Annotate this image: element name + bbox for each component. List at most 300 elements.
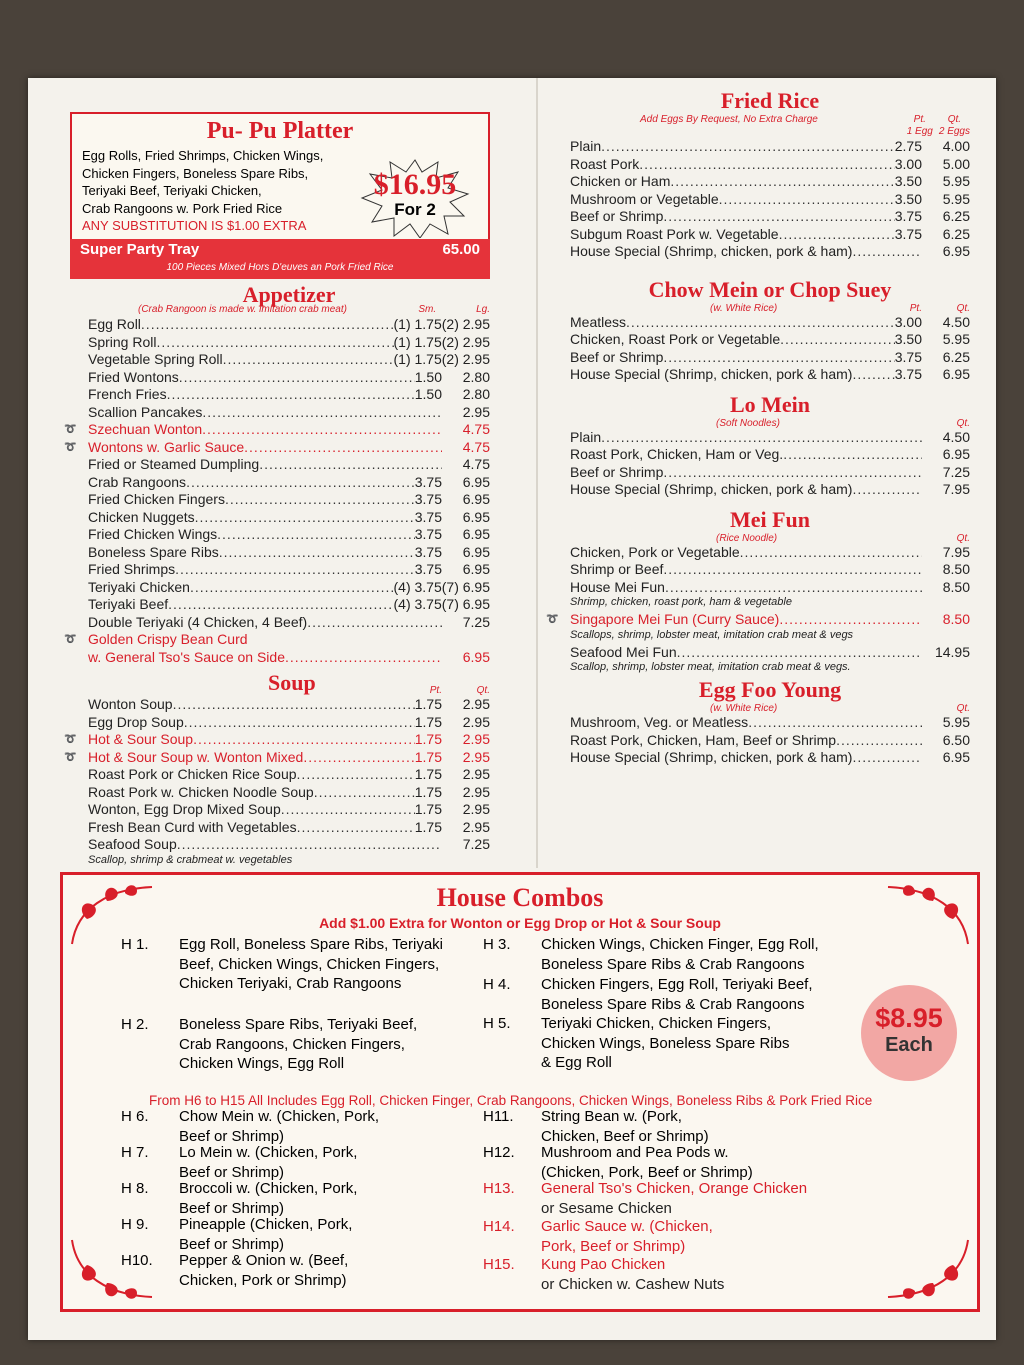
item-name: Egg Roll	[88, 316, 141, 332]
combo-h10	[121, 1251, 381, 1290]
combo-text: General Tso's Chicken, Orange Chicken	[541, 1180, 808, 1197]
party-label: Super Party Tray	[80, 241, 200, 258]
combo-text: Garlic Sauce w. (Chicken, Pork, Beef or Shrimp)	[541, 1218, 713, 1255]
item-price: 4.75	[462, 456, 490, 472]
menu-row	[64, 438, 490, 457]
item-price-small: 1.75	[414, 748, 442, 765]
party-sub: 100 Pieces Mixed Hors D'euves an Pork Fried Rice	[166, 262, 394, 273]
item-price-small: 1.75	[414, 818, 442, 835]
col-lg: Lg.	[476, 304, 490, 315]
egg-foo-young-list	[570, 714, 970, 767]
menu-row	[88, 369, 490, 387]
menu-row	[570, 732, 970, 750]
item-name: Fresh Bean Curd with Vegetables	[88, 818, 297, 835]
mei-fun-note: (Rice Noodle)	[716, 532, 778, 544]
item-price-small: 1.50	[414, 368, 442, 385]
item-price: 6.95	[942, 446, 970, 462]
item-price-small: 2.75	[894, 138, 922, 154]
item-name: Subgum Roast Pork w. Vegetable	[570, 225, 779, 242]
combo-code: H 2.	[121, 1016, 149, 1033]
item-price: 4.75	[462, 438, 490, 455]
item-price: 7.25	[942, 463, 970, 480]
combo-text: Pineapple (Chicken, Pork, Beef or Shrimp)	[179, 1216, 353, 1253]
combo-h5	[483, 1014, 793, 1073]
item-price: (2) 2.95	[441, 351, 490, 367]
menu-row	[570, 349, 970, 367]
menu-row	[88, 474, 490, 492]
item-price-small: 3.50	[894, 190, 922, 207]
item-price-small: (4) 3.75	[393, 578, 442, 595]
house-mei-fun-note: Shrimp, chicken, roast pork, ham & vegetable	[570, 596, 792, 608]
menu-row	[64, 731, 490, 749]
appetizer-section	[64, 282, 490, 869]
item-name: Chicken or Ham	[570, 173, 671, 189]
item-price: 4.50	[942, 313, 970, 330]
menu-row	[88, 334, 490, 352]
combo-h12	[483, 1143, 783, 1182]
item-price: 6.95	[462, 508, 490, 525]
mei-fun-title: Mei Fun	[729, 506, 811, 532]
menu-row	[570, 243, 970, 261]
item-name: Vegetable Spring Roll	[88, 351, 223, 367]
item-name: Mushroom, Veg. or Meatless	[570, 714, 749, 730]
menu-row	[88, 491, 490, 509]
house-combos-box	[60, 872, 980, 1312]
pupu-price: $16.95	[373, 168, 457, 201]
menu-row	[88, 526, 490, 544]
menu-row	[88, 696, 490, 714]
menu-row	[88, 456, 490, 474]
seafood-mei-fun-note: Scallop, shrimp, lobster meat, imitation crab meat & vegs.	[570, 661, 851, 673]
menu-row	[88, 386, 490, 404]
item-price: 4.75	[462, 421, 490, 437]
spicy-icon: ➰	[64, 441, 77, 453]
combo-code: H13.	[483, 1180, 515, 1197]
item-price: (2) 2.95	[441, 333, 490, 350]
mei-fun-list	[570, 544, 970, 597]
pupu-item: Teriyaki Beef, Teriyaki Chicken,	[82, 183, 262, 198]
col-qt-sub: 2 Eggs	[938, 126, 970, 137]
combo-text: Boneless Spare Ribs, Teriyaki Beef, Crab Rangoons, Chicken Fingers, Chicken Wings, Egg Roll	[179, 1016, 418, 1072]
combo-code: H 7.	[121, 1144, 149, 1161]
menu-row	[88, 784, 490, 802]
menu-row	[88, 819, 490, 837]
item-price: 2.95	[462, 731, 490, 747]
menu-row	[570, 561, 970, 579]
appetizer-note: (Crab Rangoon is made w. imitation crab meat)	[138, 304, 347, 315]
item-name: Golden Crispy Bean Curd	[88, 631, 248, 647]
item-name: Chicken Nuggets	[88, 508, 195, 525]
fried-rice-title: Fried Rice	[720, 88, 820, 113]
seafood-soup-note: Scallop, shrimp & crabmeat w. vegetables	[88, 853, 293, 866]
item-price: 6.95	[462, 543, 490, 560]
item-price: 6.95	[942, 749, 970, 765]
item-price-small: 3.75	[414, 526, 442, 542]
combo-code: H14.	[483, 1218, 515, 1235]
col-qt: Qt.	[956, 532, 970, 544]
item-price: 2.95	[462, 766, 490, 782]
menu-row	[570, 208, 970, 226]
item-price: 4.50	[942, 428, 970, 445]
item-price: 2.95	[462, 403, 490, 420]
combo-text: Chicken Wings, Chicken Finger, Egg Roll, Boneless Spare Ribs & Crab Rangoons	[541, 936, 819, 973]
item-name: w. General Tso's Sauce on Side	[88, 648, 285, 665]
item-name: Spring Roll	[88, 333, 157, 350]
combo-h15	[483, 1255, 743, 1294]
right-column	[546, 88, 970, 767]
combo-text: Mushroom and Pea Pods w. (Chicken, Pork, Beef or Shrimp)	[541, 1144, 753, 1181]
menu-row	[64, 748, 490, 767]
soup-list	[64, 696, 490, 854]
item-price-small: 1.75	[414, 766, 442, 782]
item-name: Plain	[570, 138, 602, 154]
col-pt: Pt.	[909, 302, 922, 314]
price-burst	[360, 158, 470, 238]
menu-row	[570, 544, 970, 562]
menu-row	[88, 714, 490, 732]
item-price-small: (1) 1.75	[393, 351, 442, 367]
menu-row	[570, 429, 970, 447]
menu-row	[570, 314, 970, 332]
item-name: Double Teriyaki (4 Chicken, 4 Beef)	[88, 613, 308, 630]
pupu-title: Pu- Pu Platter	[206, 118, 354, 144]
combos-from-line: From H6 to H15 All Includes Egg Roll, Chicken Finger, Crab Rangoons, Chicken Wings, Boneless Ribs & Pork Fried Rice	[149, 1093, 873, 1108]
item-price: 6.95	[462, 473, 490, 490]
item-price: 2.95	[462, 713, 490, 730]
item-name: Egg Drop Soup	[88, 713, 184, 730]
combo-code: H15.	[483, 1256, 515, 1273]
combo-text: Egg Roll, Boneless Spare Ribs, Teriyaki Beef, Chicken Wings, Chicken Fingers, Chicken Teriyaki, Crab Rangoons	[179, 936, 444, 992]
combo-h9	[121, 1215, 381, 1254]
menu-row	[570, 464, 970, 482]
menu-row	[88, 544, 490, 562]
item-name: House Special (Shrimp, chicken, pork & ham)	[570, 481, 853, 497]
menu-row	[88, 561, 490, 579]
item-name: Hot & Sour Soup	[88, 731, 194, 747]
menu-row	[88, 596, 490, 614]
item-price: 7.95	[942, 481, 970, 497]
col-qt: Qt.	[947, 114, 962, 125]
item-name: Roast Pork or Chicken Rice Soup	[88, 766, 297, 782]
combos-extra: Add $1.00 Extra for Wonton or Egg Drop or Hot & Sour Soup	[319, 915, 721, 931]
combo-text: Kung Pao Chicken	[541, 1256, 666, 1273]
menu-row: ➰ Golden Crispy Bean Curd	[64, 631, 248, 647]
pupu-items	[82, 147, 352, 235]
appetizer-list	[64, 316, 490, 631]
item-price-small: 1.75	[414, 801, 442, 817]
combo-text: or Chicken w. Cashew Nuts	[541, 1275, 725, 1293]
item-name: Fried Chicken Wings	[88, 526, 218, 542]
item-name: Meatless	[570, 313, 627, 330]
item-price-small: 3.75	[894, 348, 922, 365]
item-price-small: 3.75	[414, 561, 442, 577]
item-price: 6.95	[462, 491, 490, 507]
item-price: 6.95	[462, 561, 490, 577]
col-pt-sub: 1 Egg	[906, 126, 933, 137]
item-price: 6.25	[942, 208, 970, 224]
menu-row	[64, 421, 490, 439]
pupu-item: Egg Rolls, Fried Shrimps, Chicken Wings,	[82, 148, 324, 163]
item-price-small: 3.75	[414, 543, 442, 560]
combo-text: Lo Mein w. (Chicken, Pork, Beef or Shrimp)	[179, 1144, 358, 1181]
item-name: Hot & Sour Soup w. Wonton Mixed	[88, 748, 304, 765]
item-name: Fried Wontons	[88, 368, 179, 385]
item-name: Roast Pork	[570, 155, 640, 172]
pupu-for: For 2	[394, 200, 436, 219]
item-name: Seafood Mei Fun	[570, 643, 677, 660]
menu-row	[88, 649, 490, 667]
pupu-platter-box	[70, 112, 490, 246]
spicy-icon: ➰	[64, 734, 77, 745]
item-price: 6.25	[942, 225, 970, 242]
item-price: 2.95	[462, 696, 490, 712]
item-price: 6.50	[942, 731, 970, 748]
menu-row	[570, 644, 970, 662]
menu-row	[570, 156, 970, 174]
item-name: Beef or Shrimp	[570, 208, 664, 224]
menu-row	[570, 446, 970, 464]
menu-row	[88, 766, 490, 784]
menu-row	[570, 366, 970, 384]
combo-text: Broccoli w. (Chicken, Pork, Beef or Shrimp)	[179, 1180, 358, 1217]
menu-row	[570, 579, 970, 597]
item-price: (7) 6.95	[441, 596, 490, 612]
item-name: Shrimp or Beef	[570, 561, 664, 577]
menu-row	[88, 351, 490, 369]
item-price-small: (1) 1.75	[393, 316, 442, 332]
item-name: Chicken, Pork or Vegetable	[570, 543, 740, 560]
menu-row	[570, 749, 970, 767]
item-price: 6.95	[462, 648, 490, 665]
combo-h8	[121, 1179, 381, 1218]
item-price-small: 3.00	[894, 155, 922, 172]
combo-text: Chicken Fingers, Egg Roll, Teriyaki Beef, Boneless Spare Ribs & Crab Rangoons	[541, 976, 813, 1013]
menu-row	[88, 316, 490, 334]
combo-code: H 6.	[121, 1108, 149, 1125]
col-pt: Pt.	[429, 685, 442, 696]
item-price: 6.95	[942, 243, 970, 259]
egg-foo-young-title: Egg Foo Young	[698, 677, 842, 702]
item-price: 6.95	[942, 366, 970, 382]
item-name: Teriyaki Chicken	[88, 578, 190, 595]
combo-h2	[121, 1015, 451, 1074]
item-name: Szechuan Wonton	[88, 421, 203, 437]
pupu-item: Chicken Fingers, Boneless Spare Ribs,	[82, 165, 309, 181]
item-name: Chicken, Roast Pork or Vegetable	[570, 331, 781, 347]
menu-row	[88, 509, 490, 527]
item-price-small: 3.00	[894, 313, 922, 330]
combo-h11	[483, 1107, 743, 1146]
item-price: 5.95	[942, 714, 970, 730]
item-name: Wontons w. Garlic Sauce	[88, 438, 245, 455]
super-party-tray	[70, 239, 490, 279]
flourish-icon	[883, 1235, 973, 1305]
menu-row	[88, 836, 490, 854]
item-price-small: 3.75	[414, 491, 442, 507]
flourish-icon	[883, 879, 973, 949]
item-price: 2.95	[462, 801, 490, 817]
combo-code: H11.	[483, 1108, 514, 1125]
item-price: 2.80	[462, 386, 490, 402]
combos-title: House Combos	[436, 883, 604, 912]
item-name: Beef or Shrimp	[570, 348, 664, 365]
combo-code: H10.	[121, 1252, 153, 1269]
item-name: House Mei Fun	[570, 578, 665, 595]
combo-h14	[483, 1217, 743, 1256]
item-price: 2.95	[462, 748, 490, 765]
party-price: 65.00	[442, 241, 480, 258]
item-price-small: 1.75	[414, 783, 442, 800]
item-name: Wonton, Egg Drop Mixed Soup	[88, 801, 281, 817]
item-name: House Special (Shrimp, chicken, pork & ham)	[570, 243, 853, 259]
egg-foo-young-note: (w. White Rice)	[710, 703, 778, 714]
combo-h13	[483, 1179, 843, 1218]
item-name: Fried Shrimps	[88, 561, 176, 577]
item-price-small: 3.75	[894, 208, 922, 224]
item-name: House Special (Shrimp, chicken, pork & ham)	[570, 749, 853, 765]
menu-row	[570, 481, 970, 499]
item-price: 7.25	[462, 836, 490, 852]
item-name: House Special (Shrimp, chicken, pork & ham)	[570, 366, 853, 382]
item-name: Roast Pork, Chicken, Ham or Veg.	[570, 446, 784, 462]
item-price: 8.50	[942, 611, 970, 627]
combo-h6	[121, 1107, 381, 1146]
combo-h3	[483, 935, 823, 974]
item-name: Scallion Pancakes	[88, 403, 203, 420]
spicy-icon: ➰	[64, 424, 77, 435]
combo-text: or Sesame Chicken	[541, 1199, 672, 1217]
menu-row	[88, 614, 490, 632]
badge-each: Each	[885, 1034, 933, 1056]
item-price-small: (4) 3.75	[393, 596, 442, 612]
item-price: 8.50	[942, 561, 970, 577]
col-qt: Qt.	[476, 685, 490, 696]
item-price: 7.25	[462, 613, 490, 630]
item-price: 5.95	[942, 173, 970, 189]
combo-text: Chow Mein w. (Chicken, Pork, Beef or Shrimp)	[179, 1108, 380, 1145]
item-name: Seafood Soup	[88, 836, 177, 852]
menu-row	[570, 714, 970, 732]
item-price-small: 1.75	[414, 731, 442, 747]
item-price-small: 1.50	[414, 386, 442, 402]
item-price: 5.00	[942, 155, 970, 172]
menu-row	[570, 191, 970, 209]
menu-row	[570, 138, 970, 156]
chow-mein-title: Chow Mein or Chop Suey	[648, 276, 892, 302]
item-name: Fried or Steamed Dumpling	[88, 456, 260, 472]
item-price-small: 3.50	[894, 173, 922, 189]
item-price: 2.95	[462, 783, 490, 800]
item-price: 7.95	[942, 543, 970, 560]
item-name: Teriyaki Beef	[88, 596, 169, 612]
badge-price: $8.95	[875, 1003, 943, 1033]
menu-row	[570, 173, 970, 191]
item-price: 2.80	[462, 368, 490, 385]
menu-row	[88, 801, 490, 819]
menu-row	[570, 226, 970, 244]
item-name: Boneless Spare Ribs	[88, 543, 219, 560]
item-price: 6.95	[462, 526, 490, 542]
lo-mein-note: (Soft Noodles)	[716, 417, 780, 429]
item-price: 2.95	[462, 818, 490, 835]
combo-code: H 9.	[121, 1216, 149, 1233]
item-name: Mushroom or Vegetable	[570, 190, 719, 207]
item-price: (2) 2.95	[441, 316, 490, 332]
item-price: 4.00	[942, 138, 970, 154]
chow-mein-list	[570, 314, 970, 384]
combo-text: Teriyaki Chicken, Chicken Fingers, Chicken Wings, Boneless Spare Ribs & Egg Roll	[541, 1015, 790, 1071]
pupu-item: Crab Rangoons w. Pork Fried Rice	[82, 200, 283, 216]
combo-text: Pepper & Onion w. (Beef, Chicken, Pork or Shrimp)	[179, 1252, 349, 1289]
item-price: 6.25	[942, 348, 970, 365]
singapore-note: Scallops, shrimp, lobster meat, imitation crab meat & vegs	[570, 628, 854, 641]
col-sm: Sm.	[418, 304, 437, 315]
appetizer-title: Appetizer	[242, 282, 336, 307]
item-price: 14.95	[934, 643, 970, 660]
combo-code: H 8.	[121, 1180, 149, 1197]
menu-row	[88, 579, 490, 597]
col-qt: Qt.	[956, 703, 970, 714]
item-price-small: 3.75	[414, 473, 442, 490]
item-price-small: 3.75	[894, 366, 922, 382]
combo-h7	[121, 1143, 381, 1182]
item-name: Beef or Shrimp	[570, 463, 664, 480]
item-price: (7) 6.95	[441, 578, 490, 595]
item-price-small: 3.50	[894, 331, 922, 347]
lo-mein-title: Lo Mein	[729, 391, 811, 417]
item-name: Fried Chicken Fingers	[88, 491, 225, 507]
spicy-icon: ➰	[64, 751, 77, 763]
item-name: French Fries	[88, 386, 167, 402]
col-qt: Qt.	[956, 302, 970, 314]
item-name: Plain	[570, 428, 602, 445]
menu-row	[88, 404, 490, 422]
combo-h1	[121, 935, 451, 994]
chow-mein-note: (w. White Rice)	[710, 302, 778, 314]
item-price: 8.50	[942, 578, 970, 595]
lo-mein-list	[570, 429, 970, 499]
col-qt: Qt.	[956, 417, 970, 429]
price-badge	[861, 985, 957, 1081]
combo-text: String Bean w. (Pork, Chicken, Beef or Shrimp)	[541, 1108, 709, 1145]
item-price-small: 3.75	[894, 225, 922, 242]
combo-h4	[483, 975, 823, 1014]
item-name: Crab Rangoons	[88, 473, 187, 490]
col-pt: Pt.	[913, 114, 926, 125]
fried-rice-list	[570, 138, 970, 261]
menu-row	[570, 331, 970, 349]
substitution-note: ANY SUBSTITUTION IS $1.00 EXTRA	[82, 218, 307, 233]
menu-row: ➰ Singapore Mei Fun (Curry Sauce) ..... 8.50	[570, 611, 970, 629]
item-price-small: 1.75	[414, 696, 442, 712]
fold-line	[536, 78, 538, 868]
combo-code: H 4.	[483, 976, 511, 993]
combo-code: H 3.	[483, 936, 511, 953]
fried-rice-note: Add Eggs By Request, No Extra Charge	[640, 114, 818, 125]
soup-title: Soup	[268, 670, 316, 695]
item-price-small: 1.75	[414, 713, 442, 730]
item-name: Roast Pork, Chicken, Ham, Beef or Shrimp	[570, 731, 837, 748]
item-name: Wonton Soup	[88, 696, 173, 712]
combo-code: H12.	[483, 1144, 515, 1161]
item-price: 5.95	[942, 190, 970, 207]
item-price-small: (1) 1.75	[393, 333, 442, 350]
combo-code: H 5.	[483, 1015, 511, 1032]
combo-code: H 1.	[121, 936, 149, 953]
item-name: Roast Pork w. Chicken Noodle Soup	[88, 783, 314, 800]
item-name: Singapore Mei Fun (Curry Sauce)	[570, 611, 780, 627]
item-price: 5.95	[942, 331, 970, 347]
